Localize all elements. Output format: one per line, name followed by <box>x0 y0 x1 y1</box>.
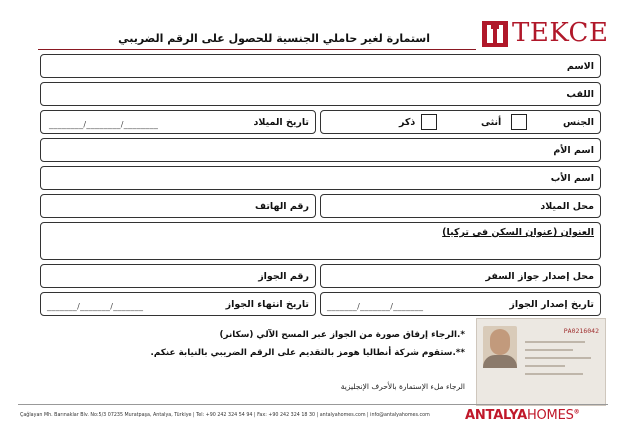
passport-photo-shoulders <box>483 355 517 368</box>
mother-name-label: اسم الأم <box>553 145 594 156</box>
surname-field[interactable] <box>40 82 601 106</box>
phone-label: رقم الهاتف <box>255 201 309 212</box>
passport-expiry-placeholder: _______/_______/_______ <box>47 302 144 311</box>
passport-issue-date-placeholder: _______/_______/_______ <box>327 302 424 311</box>
form-title: استمارة لغير حاملي الجنسية للحصول على الرقم الضريبي <box>118 32 430 45</box>
tekce-logo-text: TEKCE <box>512 18 609 48</box>
title-underline <box>38 49 476 50</box>
address-field[interactable] <box>40 222 601 260</box>
birth-date-label: تاريخ الميلاد <box>253 117 309 128</box>
birth-place-label: محل الميلاد <box>540 201 594 212</box>
mother-name-field[interactable] <box>40 138 601 162</box>
antalya-homes-logo <box>465 408 579 423</box>
name-label: الاسم <box>566 61 594 72</box>
tekce-logo-icon <box>482 21 508 47</box>
father-name-field[interactable] <box>40 166 601 190</box>
passport-issue-place-label: محل إصدار جواز السفر <box>485 271 594 282</box>
father-name-label: اسم الأب <box>550 173 594 184</box>
passport-issue-date-label: تاريخ إصدار الجواز <box>509 299 594 310</box>
passport-expiry-field[interactable] <box>40 292 316 316</box>
surname-label: اللقب <box>566 89 594 100</box>
brand-first: ANTALYA <box>465 408 527 423</box>
note-scan-passport: *.الرجاء إرفاق صورة من الجواز عبر المسح الآلي (سكانر) <box>219 330 465 340</box>
footer-divider <box>18 404 608 405</box>
address-label: العنوان (عنوان السكن في تركيا) <box>442 227 594 238</box>
passport-issue-place-field[interactable] <box>320 264 601 288</box>
passport-number-label: رقم الجواز <box>258 271 309 282</box>
brand-mark: ® <box>573 408 580 416</box>
male-label: ذكر <box>399 117 416 128</box>
male-checkbox[interactable] <box>421 114 437 130</box>
female-checkbox[interactable] <box>511 114 527 130</box>
passport-number-field[interactable] <box>40 264 316 288</box>
birth-place-field[interactable] <box>320 194 601 218</box>
gender-label: الجنس <box>563 117 594 128</box>
passport-sample-image <box>476 318 606 406</box>
passport-photo-face <box>490 329 510 355</box>
note-company-apply: **.ستقوم شركة أنطاليا هومز بالتقديم على الرقم الضريبي بالنيابة عنكم. <box>150 348 465 358</box>
phone-field[interactable] <box>40 194 316 218</box>
passport-expiry-label: تاريخ انتهاء الجواز <box>225 299 309 310</box>
passport-issue-date-field[interactable] <box>320 292 601 316</box>
brand-second: HOMES <box>526 408 574 423</box>
footer-address: Çağlayan Mh. Barınaklar Blv. No:5/3 07235 Muratpaşa, Antalya, Türkiye | Tel: +90 242 324 54 94 | Fax: +90 242 324 18 30 | antalyahomes.com | info@antalyahomes.com <box>20 413 430 418</box>
birth-date-field[interactable] <box>40 110 316 134</box>
birth-date-placeholder: ________/________/________ <box>49 120 159 129</box>
name-field[interactable] <box>40 54 601 78</box>
female-label: أنثى <box>481 117 502 128</box>
passport-number-text: PA0216042 <box>563 327 599 335</box>
gender-section <box>320 110 601 134</box>
note-english-letters: الرجاء ملء الإستمارة بالأحرف الإنجليزية <box>340 382 465 391</box>
